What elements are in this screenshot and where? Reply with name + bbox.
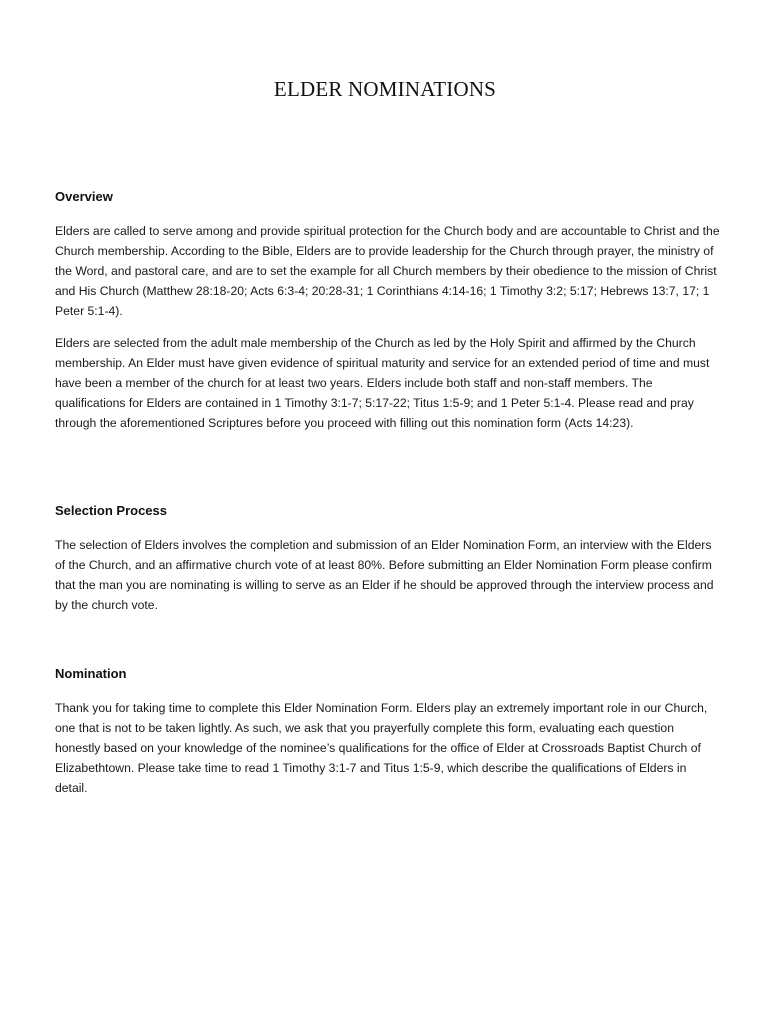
- section-heading-nomination: Nomination: [55, 666, 127, 681]
- section-nomination: [55, 665, 720, 798]
- document-title: ELDER NOMINATIONS: [273, 77, 497, 101]
- nomination-paragraph: Thank you for taking time to complete this Elder Nomination Form. Elders play an extremely important role in our Church, one that is not to be taken lightly. As such, we ask that you prayerfully complete this form, evaluating each question honestly based on your knowledge of the nominee’s qualifications for the office of Elder at Crossroads Baptist Church of Elizabethtown. Please take time to read 1 Timothy 3:1-7 and Titus 1:5-9, which describe the qualifications of Elders in detail.: [55, 701, 708, 795]
- overview-paragraph-2: Elders are selected from the adult male membership of the Church as led by the Holy Spirit and affirmed by the Church membership. An Elder must have given evidence of spiritual maturity and service for an extended period of time and must have been a member of the church for at least two years. Elders include both staff and non-staff members. The qualifications for Elders are contained in 1 Timothy 3:1-7; 5:17-22; Titus 1:5-9; and 1 Peter 5:1-4. Please read and pray through the aforementioned Scriptures before you proceed with filling out this nomination form (Acts 14:23).: [55, 336, 710, 430]
- section-heading-overview: Overview: [55, 189, 113, 204]
- section-overview: [55, 188, 720, 433]
- overview-paragraph-1: Elders are called to serve among and provide spiritual protection for the Church body and are accountable to Christ and the Church membership. According to the Bible, Elders are to provide leadership for the Church through prayer, the ministry of the Word, and pastoral care, and are to set the example for all Church members by their obedience to the mission of Christ and His Church (Matthew 28:18-20; Acts 6:3-4; 20:28-31; 1 Corinthians 4:14-16; 1 Timothy 3:2; 5:17; Hebrews 13:7, 17; 1 Peter 5:1-4).: [55, 224, 720, 318]
- selection-process-paragraph: The selection of Elders involves the completion and submission of an Elder Nomination Form, an interview with the Elders of the Church, and an affirmative church vote of at least 80%. Before submitting an Elder Nomination Form please confirm that the man you are nominating is willing to serve as an Elder if he should be approved through the interview process and by the church vote.: [55, 538, 714, 612]
- section-selection-process: [55, 502, 720, 615]
- section-heading-selection-process: Selection Process: [55, 503, 167, 518]
